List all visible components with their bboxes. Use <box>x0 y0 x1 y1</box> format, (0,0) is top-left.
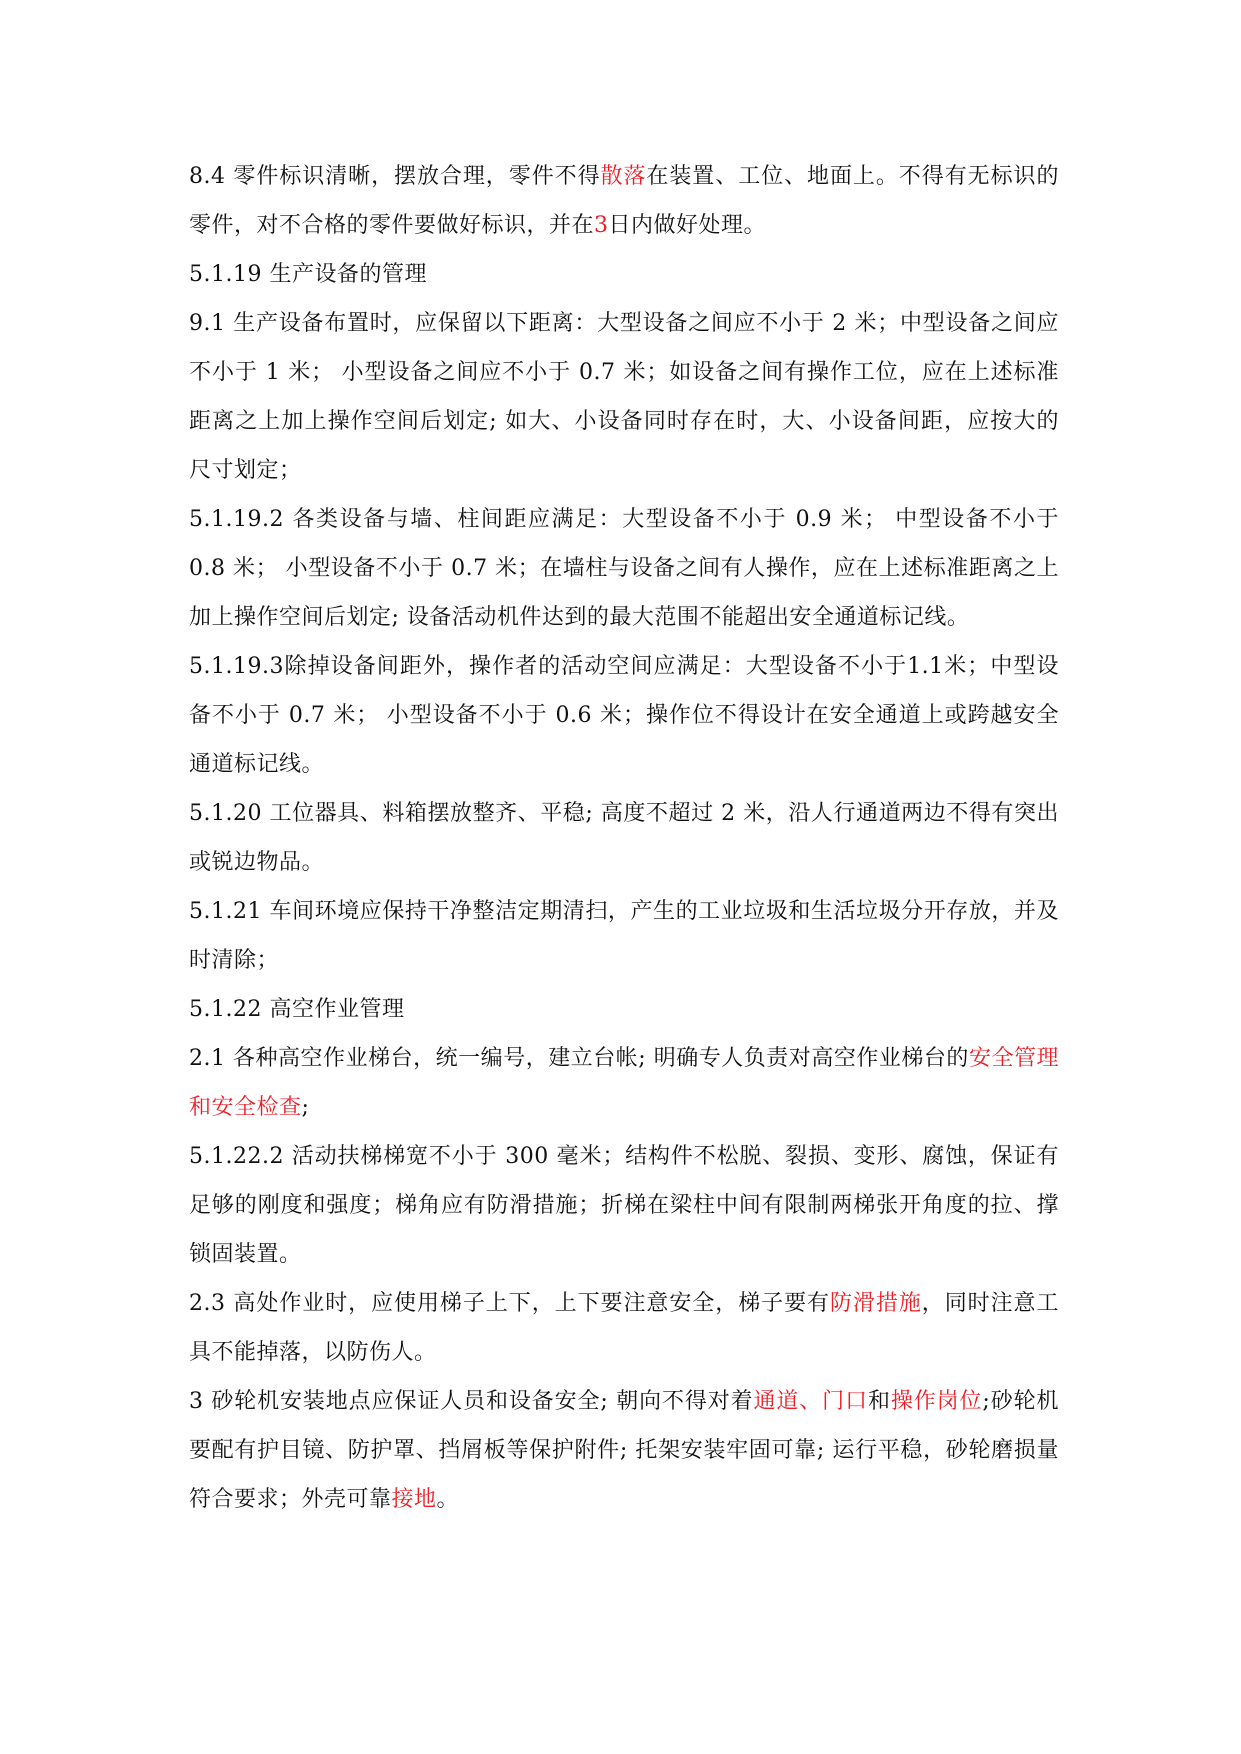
body-text: 5.1.22.2 活动扶梯梯宽不小于 300 毫米；结构件不松脱、裂损、变形、腐蚀，保证有足够的刚度和强度；梯角应有防滑措施；折梯在梁柱中间有限制两梯张开角度的拉、撑锁固装置。 <box>189 1144 1059 1267</box>
body-text: 和 <box>867 1389 891 1414</box>
paragraph-3 <box>189 1377 1059 1524</box>
body-text: 5.1.19.3除掉设备间距外，操作者的活动空间应满足：大型设备不小于1.1米；中型设备不小于 0.7 米； 小型设备不小于 0.6 米；操作位不得设计在安全通道上或跨越安全通道标记线。 <box>189 654 1059 777</box>
body-text: 。 <box>436 1487 460 1512</box>
body-text: 5.1.20 工位器具、料箱摆放整齐、平稳; 高度不超过 2 米，沿人行通道两边不得有突出或锐边物品。 <box>189 801 1059 875</box>
body-text: ，同时注意工具不能掉落，以防伤人。 <box>189 1291 1059 1365</box>
body-text: 2.1 各种高空作业梯台，统一编号，建立台帐; 明确专人负责对高空作业梯台的 <box>189 1046 969 1071</box>
highlighted-text: 接地 <box>391 1487 437 1512</box>
highlighted-text: 3 <box>594 213 609 238</box>
body-text: 9.1 生产设备布置时，应保留以下距离：大型设备之间应不小于 2 米；中型设备之间应不小于 1 米； 小型设备之间应不小于 0.7 米；如设备之间有操作工位，应在上述标准距离之上加上操作空间后划定; 如大、小设备同时存在时，大、小设备间距，应按大的尺寸划定； <box>189 311 1059 483</box>
body-text: ; <box>301 1095 310 1120</box>
body-text: 8.4 零件标识清晰，摆放合理，零件不得 <box>189 164 601 189</box>
body-text: 3 砂轮机安装地点应保证人员和设备安全; 朝向不得对着 <box>189 1389 754 1414</box>
body-text: ;砂轮机要配有护目镜、防护罩、挡屑板等保护附件; 托架安装牢固可靠; 运行平稳，砂轮磨损量符合要求；外壳可靠 <box>189 1389 1059 1512</box>
body-text: 5.1.21 车间环境应保持干净整洁定期清扫，产生的工业垃圾和生活垃圾分开存放，并及时清除； <box>189 899 1059 973</box>
document-body <box>189 152 1059 1524</box>
paragraph-5-1-20 <box>189 789 1059 887</box>
highlighted-text: 防滑措施 <box>829 1291 922 1316</box>
body-text: 在装置、工位、地面上。不得有无标识的零件，对不合格的零件要做好标识，并在 <box>189 164 1059 238</box>
paragraph-5-1-19-3 <box>189 642 1059 789</box>
paragraph-5-1-22 <box>189 985 1059 1034</box>
highlighted-text: 散落 <box>600 164 647 189</box>
highlighted-text: 安全管理和安全检查 <box>189 1046 1059 1120</box>
paragraph-5-1-22-2 <box>189 1132 1059 1279</box>
paragraph-8-4 <box>189 152 1059 250</box>
paragraph-2-1 <box>189 1034 1059 1132</box>
paragraph-9-1 <box>189 299 1059 495</box>
paragraph-5-1-19 <box>189 250 1059 299</box>
body-text: 5.1.22 高空作业管理 <box>189 997 405 1022</box>
highlighted-text: 操作岗位 <box>890 1389 983 1414</box>
paragraph-2-3 <box>189 1279 1059 1377</box>
body-text: 日内做好处理。 <box>608 213 767 238</box>
body-text: 5.1.19.2 各类设备与墙、柱间距应满足：大型设备不小于 0.9 米； 中型设备不小于 0.8 米； 小型设备不小于 0.7 米；在墙柱与设备之间有人操作，应在上述标准距离之上加上操作空间后划定; 设备活动机件达到的最大范围不能超出安全通道标记线。 <box>189 507 1059 630</box>
paragraph-5-1-19-2 <box>189 495 1059 642</box>
highlighted-text: 通道、门口 <box>753 1389 868 1414</box>
paragraph-5-1-21 <box>189 887 1059 985</box>
body-text: 2.3 高处作业时，应使用梯子上下，上下要注意安全，梯子要有 <box>189 1291 830 1316</box>
body-text: 5.1.19 生产设备的管理 <box>189 262 427 287</box>
